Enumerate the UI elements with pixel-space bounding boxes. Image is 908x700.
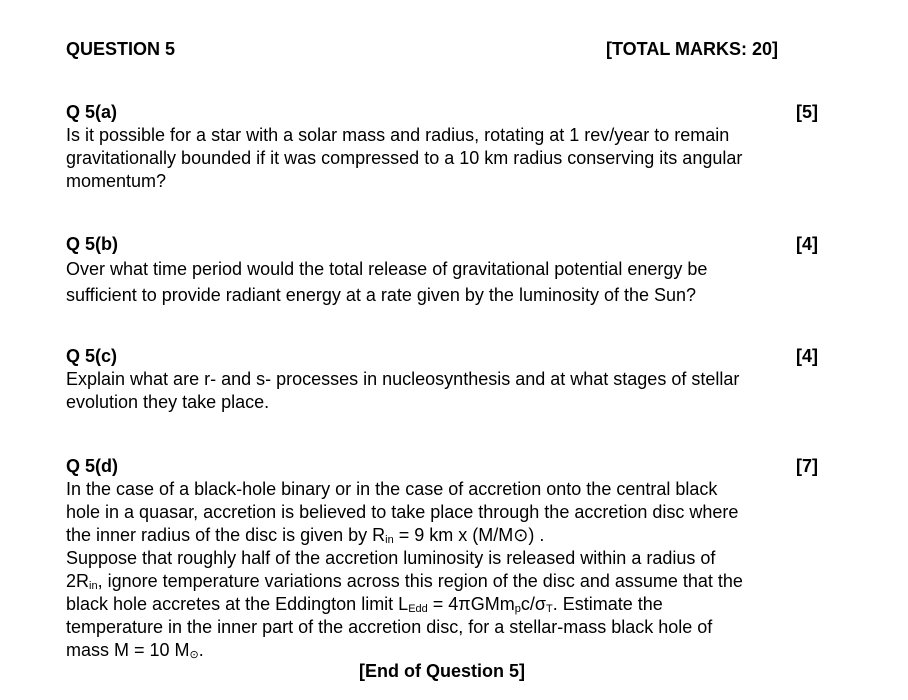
question-text-line bbox=[66, 639, 822, 662]
part-header bbox=[66, 345, 822, 368]
text-fragment: the inner radius of the disc is given by R bbox=[66, 525, 386, 545]
total-marks: [TOTAL MARKS: 20] bbox=[606, 39, 779, 59]
question-text-line: gravitationally bounded if it was compressed to a 10 km radius conserving its angular bbox=[66, 148, 743, 168]
text-fragment: black hole accretes at the Eddington limit L bbox=[66, 594, 409, 614]
question-text-line bbox=[66, 570, 822, 593]
part-marks: [4] bbox=[796, 234, 818, 254]
subscript: in bbox=[385, 534, 394, 546]
text-fragment: . bbox=[198, 640, 204, 660]
text-fragment: , ignore temperature variations across this region of the disc and assume that the bbox=[97, 571, 743, 591]
question-part-c bbox=[66, 345, 822, 414]
question-title: QUESTION 5 bbox=[66, 39, 176, 59]
question-text-line: sufficient to provide radiant energy at a rate given by the luminosity of the Sun? bbox=[66, 285, 697, 305]
question-text-line: Over what time period would the total release of gravitational potential energy be bbox=[66, 259, 708, 279]
question-text-line: In the case of a black-hole binary or in the case of accretion onto the central black bbox=[66, 479, 718, 499]
part-label: Q 5(a) bbox=[66, 102, 118, 122]
question-text-line: momentum? bbox=[66, 171, 167, 191]
part-marks: [7] bbox=[796, 456, 818, 476]
part-header bbox=[66, 455, 822, 478]
question-text-line: Is it possible for a star with a solar mass and radius, rotating at 1 rev/year to remain bbox=[66, 125, 730, 145]
subscript: Edd bbox=[408, 603, 428, 615]
question-part-d bbox=[66, 455, 822, 662]
end-of-question: [End of Question 5] bbox=[359, 661, 525, 681]
question-text-line bbox=[66, 593, 822, 616]
subscript: T bbox=[545, 603, 553, 615]
text-fragment: 2R bbox=[66, 571, 90, 591]
subscript: ⊙ bbox=[189, 649, 199, 661]
text-fragment: mass M = 10 M bbox=[66, 640, 190, 660]
text-fragment: c/σ bbox=[520, 594, 546, 614]
part-header bbox=[66, 101, 822, 124]
part-header bbox=[66, 233, 822, 256]
question-text-line: Suppose that roughly half of the accretion luminosity is released within a radius of bbox=[66, 548, 716, 568]
text-fragment: = 9 km x (M/M⊙) . bbox=[393, 525, 545, 545]
question-text-line: Explain what are r- and s- processes in nucleosynthesis and at what stages of stellar bbox=[66, 369, 740, 389]
part-marks: [4] bbox=[796, 346, 818, 366]
question-part-a bbox=[66, 101, 822, 193]
question-part-b bbox=[66, 233, 822, 308]
subscript: p bbox=[514, 603, 521, 615]
part-marks: [5] bbox=[796, 102, 818, 122]
question-text-line bbox=[66, 524, 822, 547]
part-label: Q 5(c) bbox=[66, 346, 118, 366]
subscript: in bbox=[89, 580, 98, 592]
question-text-line: evolution they take place. bbox=[66, 392, 270, 412]
part-label: Q 5(d) bbox=[66, 456, 118, 476]
text-fragment: . Estimate the bbox=[552, 594, 663, 614]
part-label: Q 5(b) bbox=[66, 234, 118, 254]
text-fragment: = 4πGMm bbox=[427, 594, 515, 614]
question-text-line: temperature in the inner part of the accretion disc, for a stellar-mass black hole of bbox=[66, 617, 713, 637]
question-text-line: hole in a quasar, accretion is believed to take place through the accretion disc where bbox=[66, 502, 739, 522]
